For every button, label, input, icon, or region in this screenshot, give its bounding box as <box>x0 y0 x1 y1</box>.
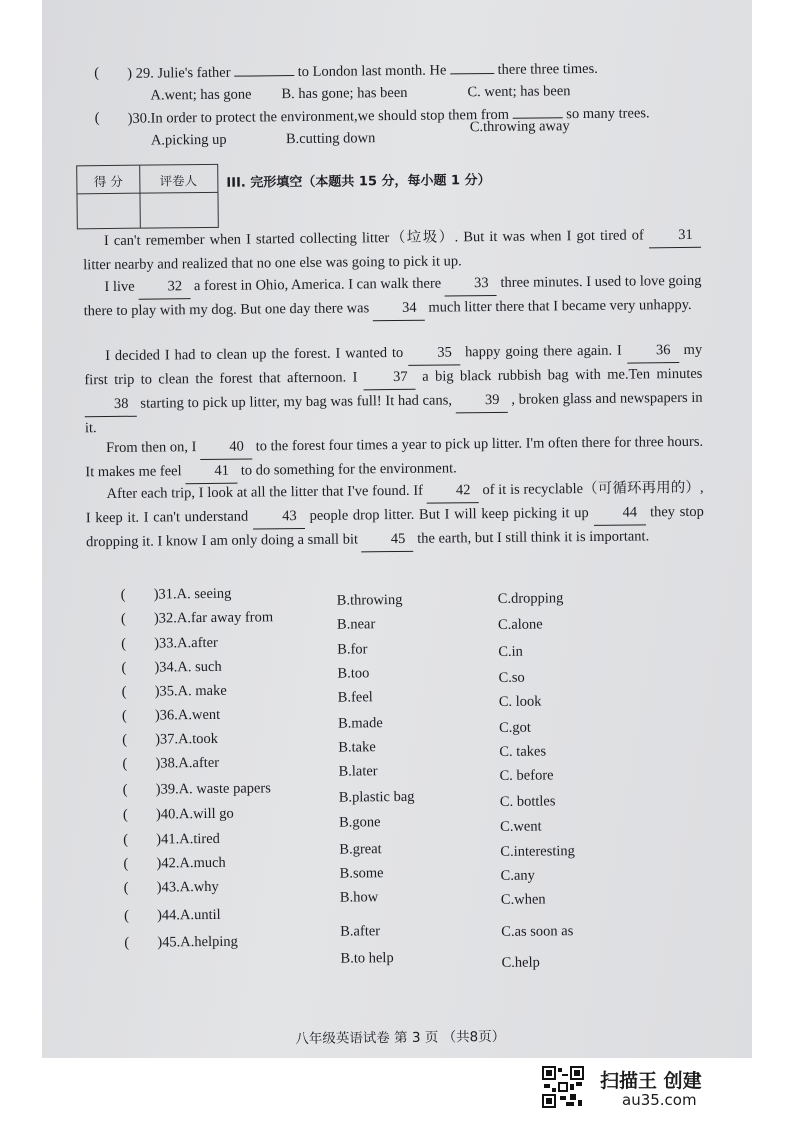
option-paren: ( <box>122 806 128 823</box>
option-a: )35.A. make <box>154 682 227 700</box>
option-b: B.plastic bag <box>338 788 415 806</box>
passage-paragraph-1 <box>83 224 701 277</box>
q29-stem: ) 29. Julie's father to London last month. He there three times. <box>127 60 598 82</box>
option-c: C. before <box>499 767 554 784</box>
passage-text: three minutes. I used to love going there to play with my dog. But one day there was <box>83 272 702 320</box>
option-c: C.in <box>498 643 523 660</box>
option-paren: ( <box>124 934 130 951</box>
score-label: 得 分 <box>93 173 123 190</box>
passage-text: to the forest four times a year to pick up litter. I'm often there for three hours. It makes me feel <box>85 433 704 481</box>
option-paren: ( <box>121 683 127 700</box>
option-paren: ( <box>123 831 129 848</box>
option-paren: ( <box>122 731 128 748</box>
option-paren: ( <box>121 659 127 676</box>
passage-text: the earth, but I still think it is important. <box>413 528 650 547</box>
option-b: B.great <box>339 841 382 858</box>
option-a: )43.A.why <box>156 878 219 896</box>
q30-paren: ( <box>94 110 100 127</box>
option-c: C.got <box>499 719 531 736</box>
option-a: )44.A.until <box>156 906 221 924</box>
q30-option-c: C.throwing away <box>469 118 570 136</box>
q30-stem: )30.In order to protect the environment,we should stop them from so many trees. <box>127 105 650 127</box>
q30-option-b: B.cutting down <box>285 130 376 148</box>
page-content <box>42 0 752 1058</box>
option-c: C.when <box>500 891 546 908</box>
passage-text: From then on, I <box>106 439 201 457</box>
option-a: )33.A.after <box>154 634 218 652</box>
option-c: C.so <box>498 669 525 686</box>
section-title: III. 完形填空（本题共 15 分，每小题 1 分） <box>226 173 491 191</box>
option-a: )38.A.after <box>155 754 220 772</box>
q29-blank-1 <box>234 63 294 77</box>
q29-paren: ( <box>94 65 100 82</box>
passage-text: starting to pick up litter, my bag was full! It had cans, <box>136 392 456 412</box>
option-a: )36.A.went <box>154 706 221 724</box>
option-a: )40.A.will go <box>155 805 234 823</box>
option-c: C. takes <box>499 743 547 760</box>
option-paren: ( <box>121 635 127 652</box>
passage-paragraph-3 <box>84 339 703 440</box>
option-b: B.gone <box>338 814 381 831</box>
option-c: C.interesting <box>500 843 575 860</box>
option-b: B.after <box>340 923 381 940</box>
option-b: B.throwing <box>336 591 403 609</box>
option-a: )41.A.tired <box>156 830 220 848</box>
score-table-row-divider <box>77 192 217 194</box>
passage-blank-42: 42 <box>427 479 479 504</box>
option-paren: ( <box>121 707 127 724</box>
passage-text: much litter there that I became very unhappy. <box>424 296 692 316</box>
option-a: )34.A. such <box>154 658 222 676</box>
q30-option-a: A.picking up <box>150 131 227 149</box>
option-c: C.went <box>500 818 542 835</box>
option-a: )31.A. seeing <box>153 585 232 603</box>
option-c: C.alone <box>497 616 543 633</box>
passage-text: to do something for the environment. <box>237 460 457 479</box>
option-paren: ( <box>122 781 128 798</box>
option-paren: ( <box>123 879 129 896</box>
passage-blank-43: 43 <box>253 505 305 530</box>
option-a: )39.A. waste papers <box>155 780 271 798</box>
option-a: )37.A.took <box>155 730 219 748</box>
exam-paper-sheet <box>42 0 752 1058</box>
q29-blank-2 <box>450 61 494 74</box>
passage-blank-45: 45 <box>361 528 413 553</box>
passage-blank-37: 37 <box>364 366 416 391</box>
q29-option-b: B. has gone; has been <box>281 84 408 103</box>
passage-text: of it is recyclable（可循环再用的）, I keep it. I can't understand <box>85 479 704 527</box>
passage-text: a forest in Ohio, America. I can walk there <box>190 275 445 295</box>
option-paren: ( <box>122 755 128 772</box>
option-c: C.help <box>501 954 540 971</box>
option-paren: ( <box>123 907 129 924</box>
option-c: C.any <box>500 867 535 884</box>
page-footer: 八年级英语试卷 第 3 页 （共8页） <box>295 1028 506 1048</box>
option-b: B.near <box>336 616 376 633</box>
passage-paragraph-2 <box>83 270 701 324</box>
option-b: B.how <box>339 889 379 906</box>
option-b: B.feel <box>337 689 373 706</box>
passage-paragraph-5 <box>86 477 705 555</box>
passage-text: I decided I had to clean up the forest. I wanted to <box>105 344 409 365</box>
passage-text: I can't remember when I started collecting litter（垃圾）. But it was when I got tired of <box>103 227 650 250</box>
option-c: C. look <box>498 693 542 710</box>
option-b: B.too <box>337 665 370 682</box>
passage-text: people drop litter. But I will keep picking it up <box>304 504 594 524</box>
option-b: B.made <box>337 715 383 732</box>
passage-blank-31: 31 <box>649 224 701 249</box>
passage-text: I live <box>104 278 139 296</box>
option-a: )42.A.much <box>156 854 226 872</box>
q29-option-c: C. went; has been <box>467 83 571 101</box>
option-b: B.take <box>338 739 376 756</box>
passage-blank-44: 44 <box>593 501 645 526</box>
passage-blank-33: 33 <box>445 272 497 297</box>
passage-text: my first trip to clean the forest that afternoon. I <box>84 341 703 389</box>
grader-label: 评卷人 <box>159 173 198 189</box>
option-b: B.some <box>339 865 384 882</box>
passage-blank-39: 39 <box>456 389 508 414</box>
passage-text: litter nearby and realized that no one else was going to pick it up. <box>83 253 462 274</box>
passage-text: After each trip, I look at all the litter that I've found. If <box>106 482 427 503</box>
option-paren: ( <box>120 610 126 627</box>
scanner-watermark-title: 扫描王 创建 <box>600 1070 702 1092</box>
qr-code-icon <box>542 1066 584 1108</box>
q30-blank <box>513 105 563 119</box>
option-c: C.dropping <box>497 590 564 607</box>
option-c: C. bottles <box>499 793 556 810</box>
passage-blank-41: 41 <box>185 460 237 485</box>
passage-blank-32: 32 <box>138 275 190 300</box>
passage-text: they stop dropping it. I know I am only doing a small bit <box>86 503 704 551</box>
option-a: )32.A.far away from <box>153 609 274 627</box>
passage-text: a big black rubbish bag with me.Ten minutes <box>415 365 703 385</box>
option-paren: ( <box>120 586 126 603</box>
option-c: C.as soon as <box>501 923 574 940</box>
scanner-watermark-url: au35.com <box>622 1091 697 1109</box>
passage-blank-40: 40 <box>200 436 252 461</box>
passage-blank-34: 34 <box>373 297 425 322</box>
passage-blank-38: 38 <box>85 393 137 418</box>
passage-blank-36: 36 <box>627 339 679 364</box>
passage-text: happy going there again. I <box>460 342 627 361</box>
q29-option-a: A.went; has gone <box>150 86 252 104</box>
passage-text: , broken glass and newspapers in it. <box>84 389 703 437</box>
option-b: B.later <box>338 763 378 780</box>
option-b: B.to help <box>340 950 394 967</box>
option-paren: ( <box>123 855 129 872</box>
option-a: )45.A.helping <box>157 933 238 951</box>
score-table <box>76 164 219 229</box>
option-b: B.for <box>337 641 368 658</box>
passage-blank-35: 35 <box>408 341 460 366</box>
